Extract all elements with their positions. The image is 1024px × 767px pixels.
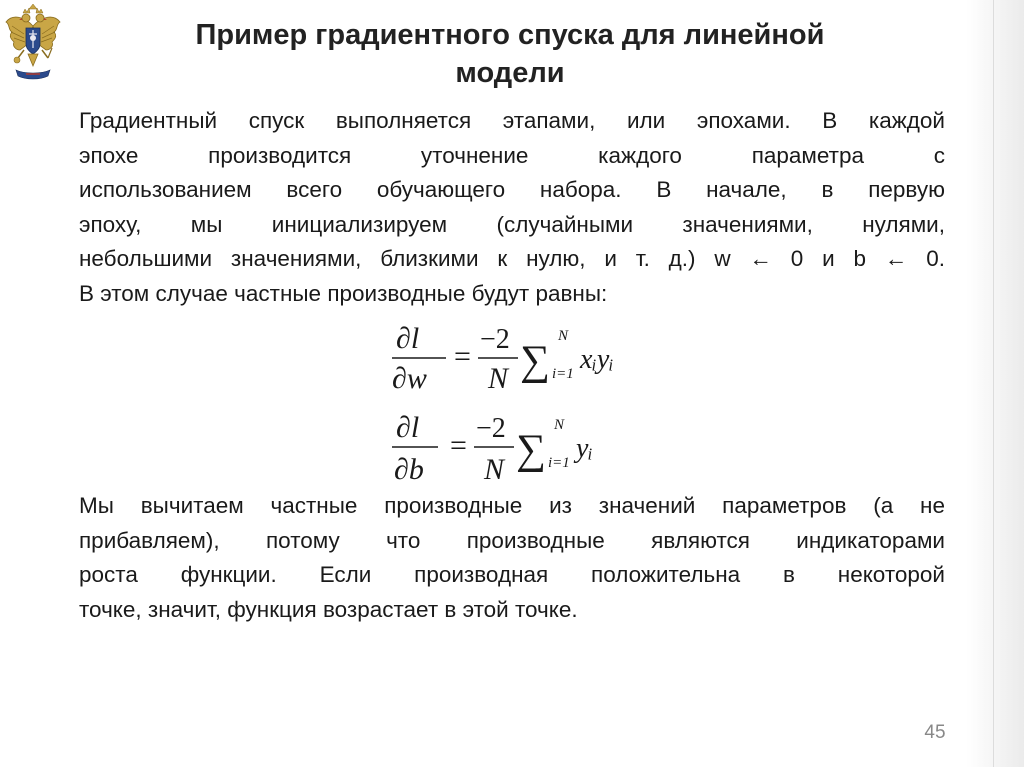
intro-paragraph	[79, 104, 945, 311]
slide-title-line-1: Пример градиентного спуска для линейной	[195, 19, 825, 51]
formula-b-term: yᵢ	[576, 433, 593, 464]
formula-dl-dw	[390, 318, 650, 398]
formula-b-numerator-left: ∂l	[396, 411, 420, 444]
paragraph-line: точке, значит, функция возрастает в этой точке.	[79, 596, 578, 622]
formula-w-denominator-right: N	[488, 362, 509, 395]
formula-b-equals: =	[450, 429, 467, 462]
paragraph-line: эпоху, мы инициализируем (случайными значениями, нулями,	[79, 211, 945, 237]
formula-b-sum-sign: ∑	[516, 427, 546, 473]
slide-title	[110, 16, 910, 92]
paragraph-line: небольшими значениями, близкими к нулю, и т. д.) w ← 0 и b ← 0.	[79, 246, 945, 271]
formula-w-sum-lower: i=1	[552, 366, 574, 382]
formula-b-denominator-right: N	[484, 453, 505, 486]
page-number: 45	[924, 722, 946, 743]
formula-b-sum-upper: N	[554, 417, 565, 433]
formula-w-equals: =	[454, 340, 471, 373]
formula-w-denominator-left: ∂w	[392, 362, 427, 395]
formula-w-sum-upper: N	[558, 328, 569, 344]
paragraph-line: Градиентный спуск выполняется этапами, или эпохами. В каждой	[79, 108, 945, 133]
formula-w-sum-sign: ∑	[520, 338, 550, 384]
formula-b-numerator-right: −2	[476, 413, 506, 444]
paragraph-line: использованием всего обучающего набора. В начале, в первую	[79, 177, 945, 202]
formula-w-numerator-left: ∂l	[396, 322, 420, 355]
slide-right-shadow	[966, 0, 1024, 767]
slide-title-line-2: модели	[455, 57, 565, 89]
formula-dl-db	[390, 407, 650, 487]
eagle-emblem-icon	[2, 4, 64, 84]
formula-w-term: xᵢyᵢ	[580, 344, 614, 375]
formula-b-sum-lower: i=1	[548, 455, 570, 471]
paragraph-line: В этом случае частные производные будут равны:	[79, 280, 608, 306]
paragraph-line: роста функции. Если производная положительна в некоторой	[79, 562, 945, 587]
paragraph-line: эпохе производится уточнение каждого параметра с	[79, 142, 945, 168]
paragraph-line: прибавляем), потому что производные являются индикаторами	[79, 527, 945, 553]
conclusion-paragraph	[79, 489, 945, 627]
slide-right-border	[993, 0, 994, 767]
formula-w-numerator-right: −2	[480, 324, 510, 355]
paragraph-line: Мы вычитаем частные производные из значений параметров (а не	[79, 493, 945, 518]
formula-b-denominator-left: ∂b	[394, 453, 424, 486]
